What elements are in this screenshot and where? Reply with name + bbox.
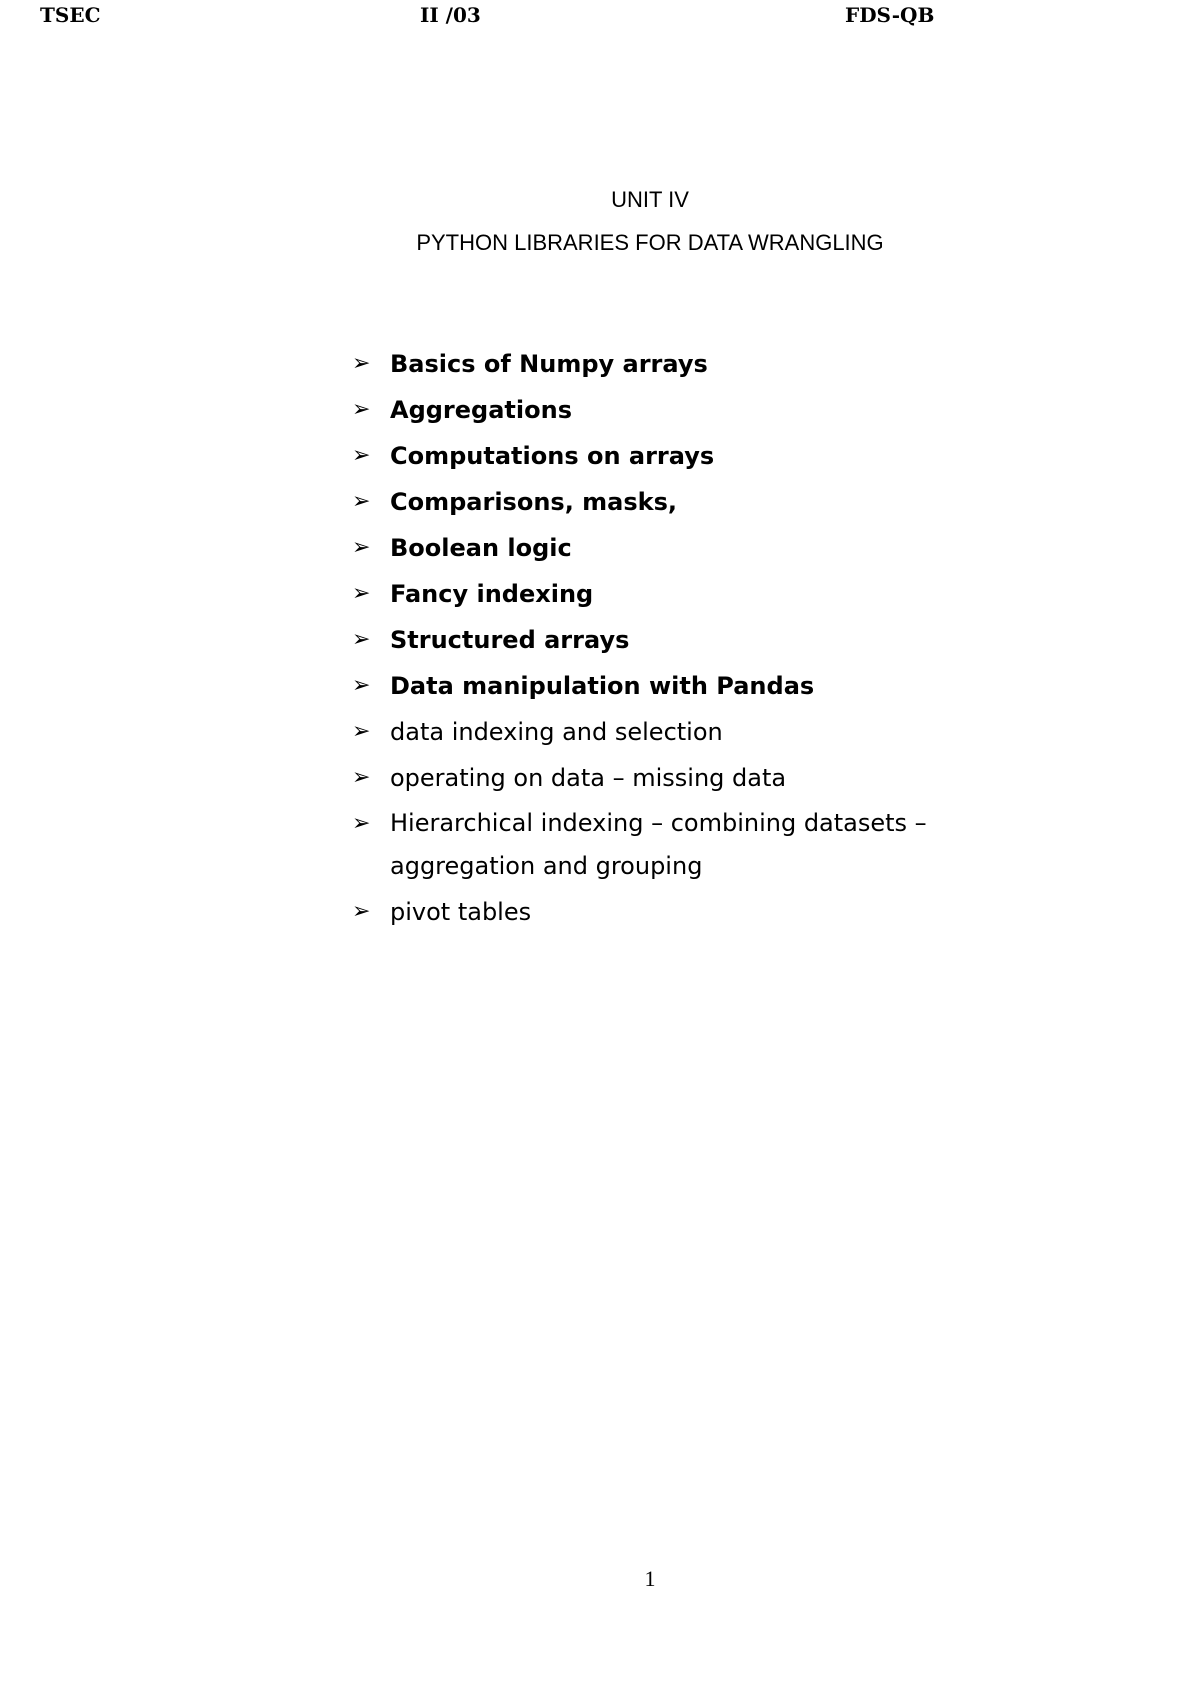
arrowhead-bullet-icon: ➢ (352, 581, 371, 606)
topic-label: Computations on arrays (390, 442, 715, 470)
list-item (352, 802, 1052, 888)
arrowhead-bullet-icon: ➢ (352, 397, 371, 422)
arrowhead-bullet-icon: ➢ (352, 535, 371, 560)
list-item (352, 756, 1052, 800)
list-item (352, 480, 1052, 524)
list-item (352, 618, 1052, 662)
arrowhead-bullet-icon: ➢ (352, 351, 371, 376)
topic-label: Basics of Numpy arrays (390, 350, 708, 378)
page-number: 1 (644, 1566, 656, 1591)
arrowhead-bullet-icon: ➢ (352, 627, 371, 652)
list-item (352, 890, 1052, 934)
arrowhead-bullet-icon: ➢ (352, 899, 371, 924)
list-item (352, 710, 1052, 754)
header-right-text: FDS-QB (845, 3, 935, 27)
list-item (352, 434, 1052, 478)
topic-label: Hierarchical indexing – combining datasets – aggregation and grouping (390, 809, 927, 880)
list-item (352, 572, 1052, 616)
arrowhead-bullet-icon: ➢ (352, 673, 371, 698)
header-center-text: II /03 (420, 3, 481, 27)
arrowhead-bullet-icon: ➢ (352, 443, 371, 468)
topic-label: pivot tables (390, 898, 532, 926)
unit-subtitle: PYTHON LIBRARIES FOR DATA WRANGLING (416, 230, 884, 255)
list-item (352, 342, 1052, 386)
topic-list (352, 342, 1052, 936)
list-item (352, 388, 1052, 432)
topic-label: Fancy indexing (390, 580, 594, 608)
topic-label: Comparisons, masks, (390, 488, 678, 516)
topic-label: data indexing and selection (390, 718, 723, 746)
unit-title: UNIT IV (611, 187, 689, 212)
list-item (352, 526, 1052, 570)
arrowhead-bullet-icon: ➢ (352, 811, 371, 836)
topic-label: Structured arrays (390, 626, 630, 654)
arrowhead-bullet-icon: ➢ (352, 765, 371, 790)
topic-label: Data manipulation with Pandas (390, 672, 815, 700)
arrowhead-bullet-icon: ➢ (352, 489, 371, 514)
header-left-text: TSEC (40, 3, 101, 27)
topic-label: Aggregations (390, 396, 572, 424)
list-item (352, 664, 1052, 708)
arrowhead-bullet-icon: ➢ (352, 719, 371, 744)
topic-label: Boolean logic (390, 534, 572, 562)
topic-label: operating on data – missing data (390, 764, 787, 792)
